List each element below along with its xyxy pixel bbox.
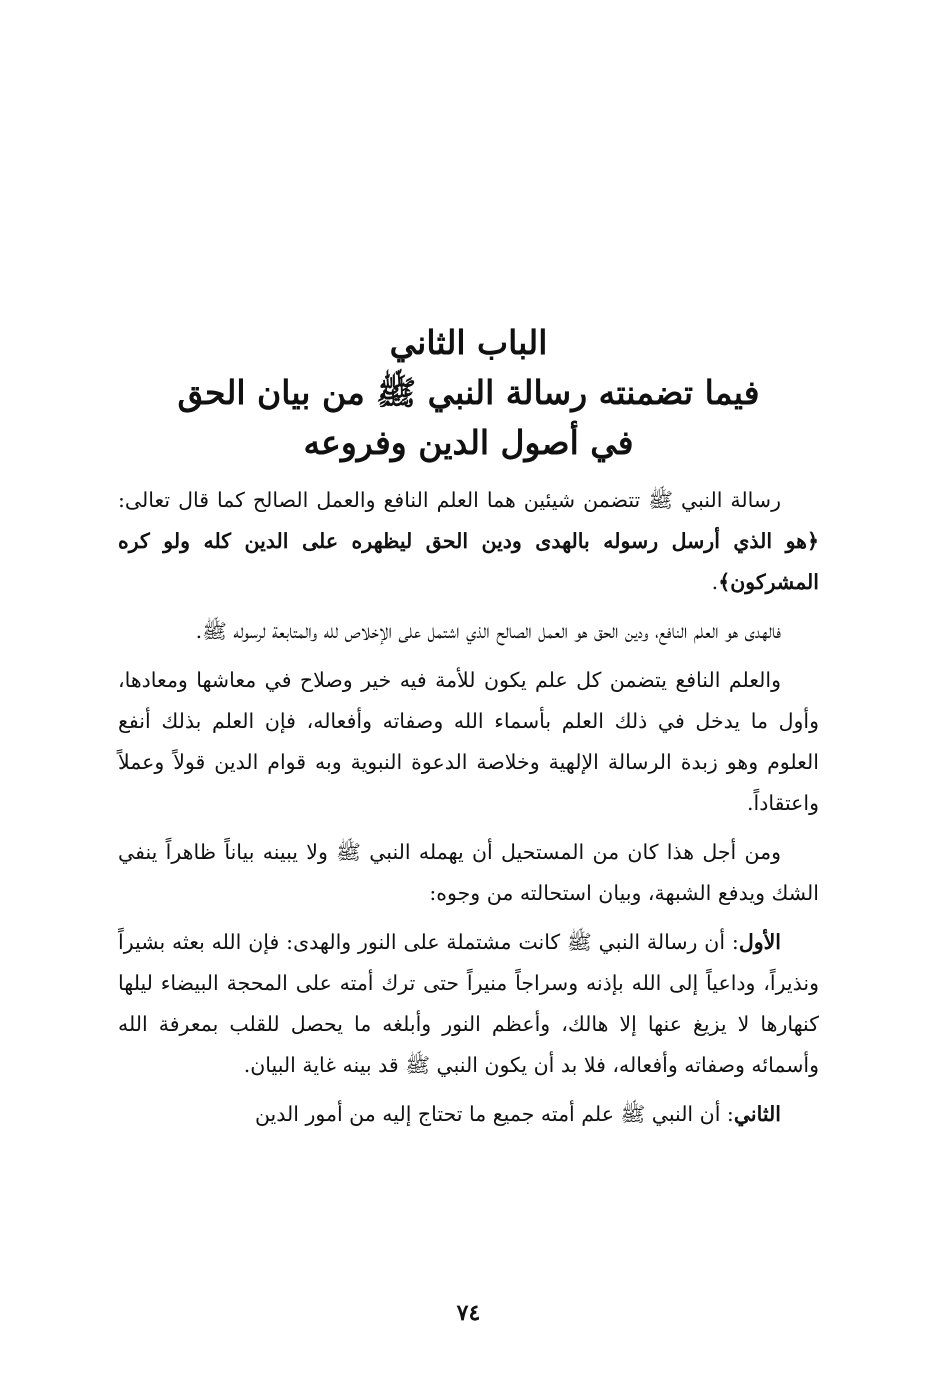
chapter-title: الباب الثاني bbox=[389, 323, 548, 362]
paragraph-6-text: : أن النبي ﷺ علم أمته جميع ما تحتاج إليه من أمور الدين bbox=[254, 1102, 734, 1126]
paragraph-1-end: . bbox=[711, 570, 719, 594]
point-label-second: الثاني bbox=[733, 1102, 781, 1126]
chapter-subtitle-line-1: فيما تضمنته رسالة النبي ﷺ من بيان الحق bbox=[177, 373, 760, 412]
paragraph-5 bbox=[118, 922, 819, 1086]
paragraph-1-lead: رسالة النبي ﷺ تتضمن شيئين هما العلم النافع والعمل الصالح كما قال تعالى: bbox=[118, 488, 781, 512]
point-label-first: الأول bbox=[738, 930, 781, 954]
paragraph-2 bbox=[118, 611, 819, 652]
body-text bbox=[118, 480, 819, 1143]
book-page bbox=[118, 0, 819, 1387]
paragraph-4 bbox=[118, 832, 819, 914]
chapter-heading bbox=[118, 318, 819, 468]
page-number: ٧٤ bbox=[456, 1300, 481, 1326]
paragraph-5-text: : أن رسالة النبي ﷺ كانت مشتملة على النور والهدى: فإن الله بعثه بشيراً ونذيراً، وداعياً إلى الله بإذنه وسراجاً منيراً حتى ترك أمته على المحجة البيضاء ليلها كنهارها لا يزيغ عنها إلا هالك، وأعظم النور وأبلغه ما يحصل للقلب بمعرفة الله وأسمائه وصفاته وأفعاله، فلا بد أن يكون النبي ﷺ قد بينه غاية البيان. bbox=[118, 930, 819, 1077]
paragraph-4-text: ومن أجل هذا كان من المستحيل أن يهمله النبي ﷺ ولا يبينه بياناً ظاهراً ينفي الشك ويدفع الشبهة، وبيان استحالته من وجوه: bbox=[118, 840, 819, 905]
paragraph-3-text: والعلم النافع يتضمن كل علم يكون للأمة فيه خير وصلاح في معاشها ومعادها، وأول ما يدخل في ذلك العلم بأسماء الله وصفاته وأفعاله، فإن العلم بذلك أنفع العلوم وهو زبدة الرسالة الإلهية وخلاصة الدعوة النبوية وبه قوام الدين قولاً وعملاً واعتقاداً. bbox=[118, 668, 819, 815]
chapter-subtitle-line-2: في أصول الدين وفروعه bbox=[303, 423, 634, 462]
paragraph-6 bbox=[118, 1094, 819, 1135]
paragraph-3 bbox=[118, 660, 819, 824]
paragraph-2-text: فالهدى هو العلم النافع، ودين الحق هو العمل الصالح الذي اشتمل على الإخلاص لله والمتابعة لرسوله ﷺ. bbox=[195, 619, 781, 643]
paragraph-1 bbox=[118, 480, 819, 603]
quran-verse: ﴿هو الذي أرسل رسوله بالهدى ودين الحق ليظهره على الدين كله ولو كره المشركون﴾ bbox=[118, 529, 819, 594]
